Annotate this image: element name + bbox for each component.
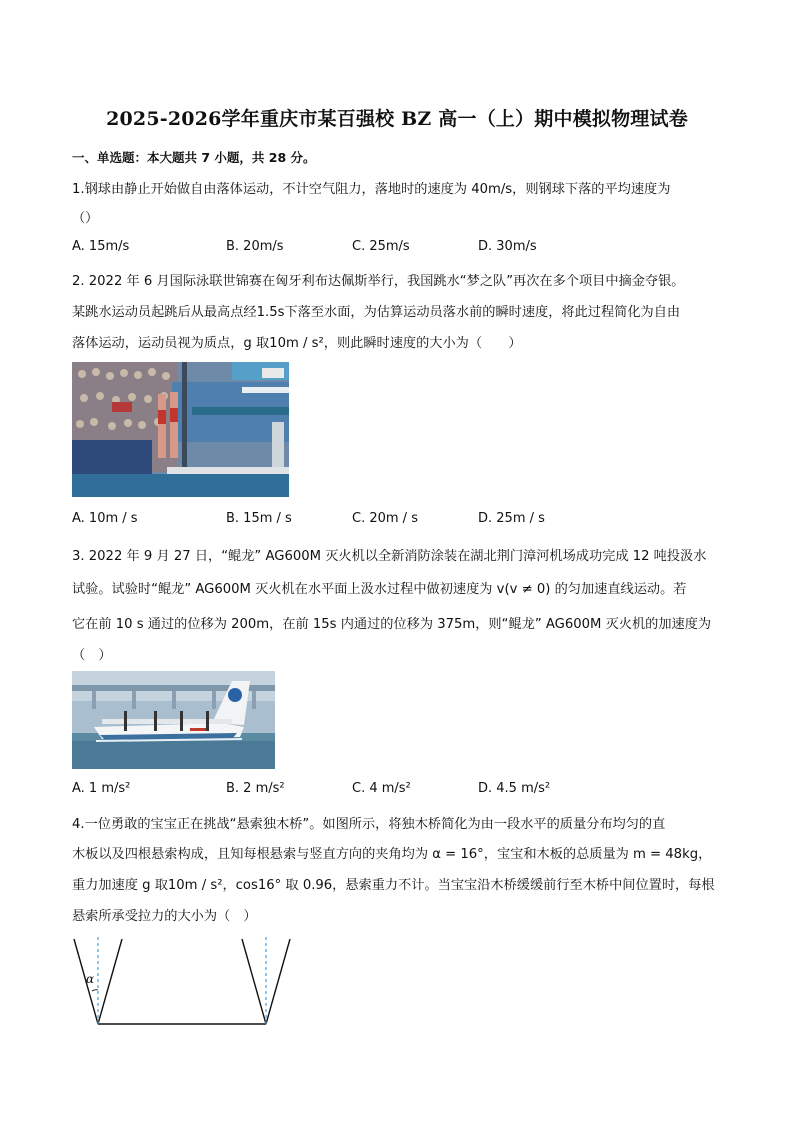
q4-line3: 重力加速度 g 取10m / s²，cos16° 取 0.96，悬索重力不计。当宝宝沿木桥缓缓前行至木桥中间位置时，每根 [72,878,715,893]
seaplane-photo [72,671,275,769]
cable-right-inner [242,939,266,1024]
q3-line1: 3. 2022 年 9 月 27 日，“鲲龙” AG600M 灭火机以全新消防涂装在湖北荆门漳河机场成功完成 12 吨投汲水 [72,549,707,564]
q4-line1: 4.一位勇敢的宝宝正在挑战“悬索独木桥”。如图所示，将独木桥简化为由一段水平的质量分布均匀的直 [72,817,666,832]
q3-line3: 它在前 10 s 通过的位移为 200m，在前 15s 内通过的位移为 375m，则“鲲龙” AG600M 灭火机的加速度为 [72,617,712,632]
cable-left-inner [98,939,122,1024]
q1-option-d: D. 30m/s [478,239,537,254]
q2-option-d: D. 25m / s [478,511,545,526]
q1-option-c: C. 25m/s [352,239,410,254]
q2-line2: 某跳水运动员起跳后从最高点经1.5s下落至水面，为估算运动员落水前的瞬时速度，将此过程简化为自由 [72,305,681,320]
q4-line4: 悬索所承受拉力的大小为（ ） [72,909,257,924]
q2-option-b: B. 15m / s [226,511,292,526]
q1-line2: （） [72,211,99,226]
q3-option-c: C. 4 m/s² [352,781,411,796]
q3-line4: （ ） [72,648,112,663]
q3-line2: 试验。试验时“鲲龙” AG600M 灭火机在水平面上汲水过程中做初速度为 v(v ≠ 0) 的匀加速直线运动。若 [72,582,687,597]
alpha-label: α [86,972,95,986]
q2-line1: 2. 2022 年 6 月国际泳联世锦赛在匈牙利布达佩斯举行，我国跳水“梦之队”再次在多个项目中摘金夺银。 [72,274,685,289]
q2-line3: 落体运动，运动员视为质点，g 取10m / s²，则此瞬时速度的大小为（ ） [72,336,522,351]
page-title: 2025-2026学年重庆市某百强校 BZ 高一（上）期中模拟物理试卷 [106,108,688,130]
q2-option-a: A. 10m / s [72,511,138,526]
diving-photo [72,362,289,497]
q1-option-b: B. 20m/s [226,239,284,254]
q3-option-b: B. 2 m/s² [226,781,285,796]
section-heading: 一、单选题：本大题共 7 小题，共 28 分。 [72,150,316,165]
cable-right-outer [266,939,290,1024]
q2-option-c: C. 20m / s [352,511,418,526]
q4-line2: 木板以及四根悬索构成，且知每根悬索与竖直方向的夹角均为 α = 16°，宝宝和木板的总质量为 m = 48kg， [72,847,712,862]
q1-option-a: A. 15m/s [72,239,130,254]
q3-option-d: D. 4.5 m/s² [478,781,551,796]
q3-option-a: A. 1 m/s² [72,781,131,796]
bridge-diagram [66,933,298,1031]
q1-line1: 1.钢球由静止开始做自由落体运动，不计空气阻力，落地时的速度为 40m/s，则钢球下落的平均速度为 [72,182,671,197]
